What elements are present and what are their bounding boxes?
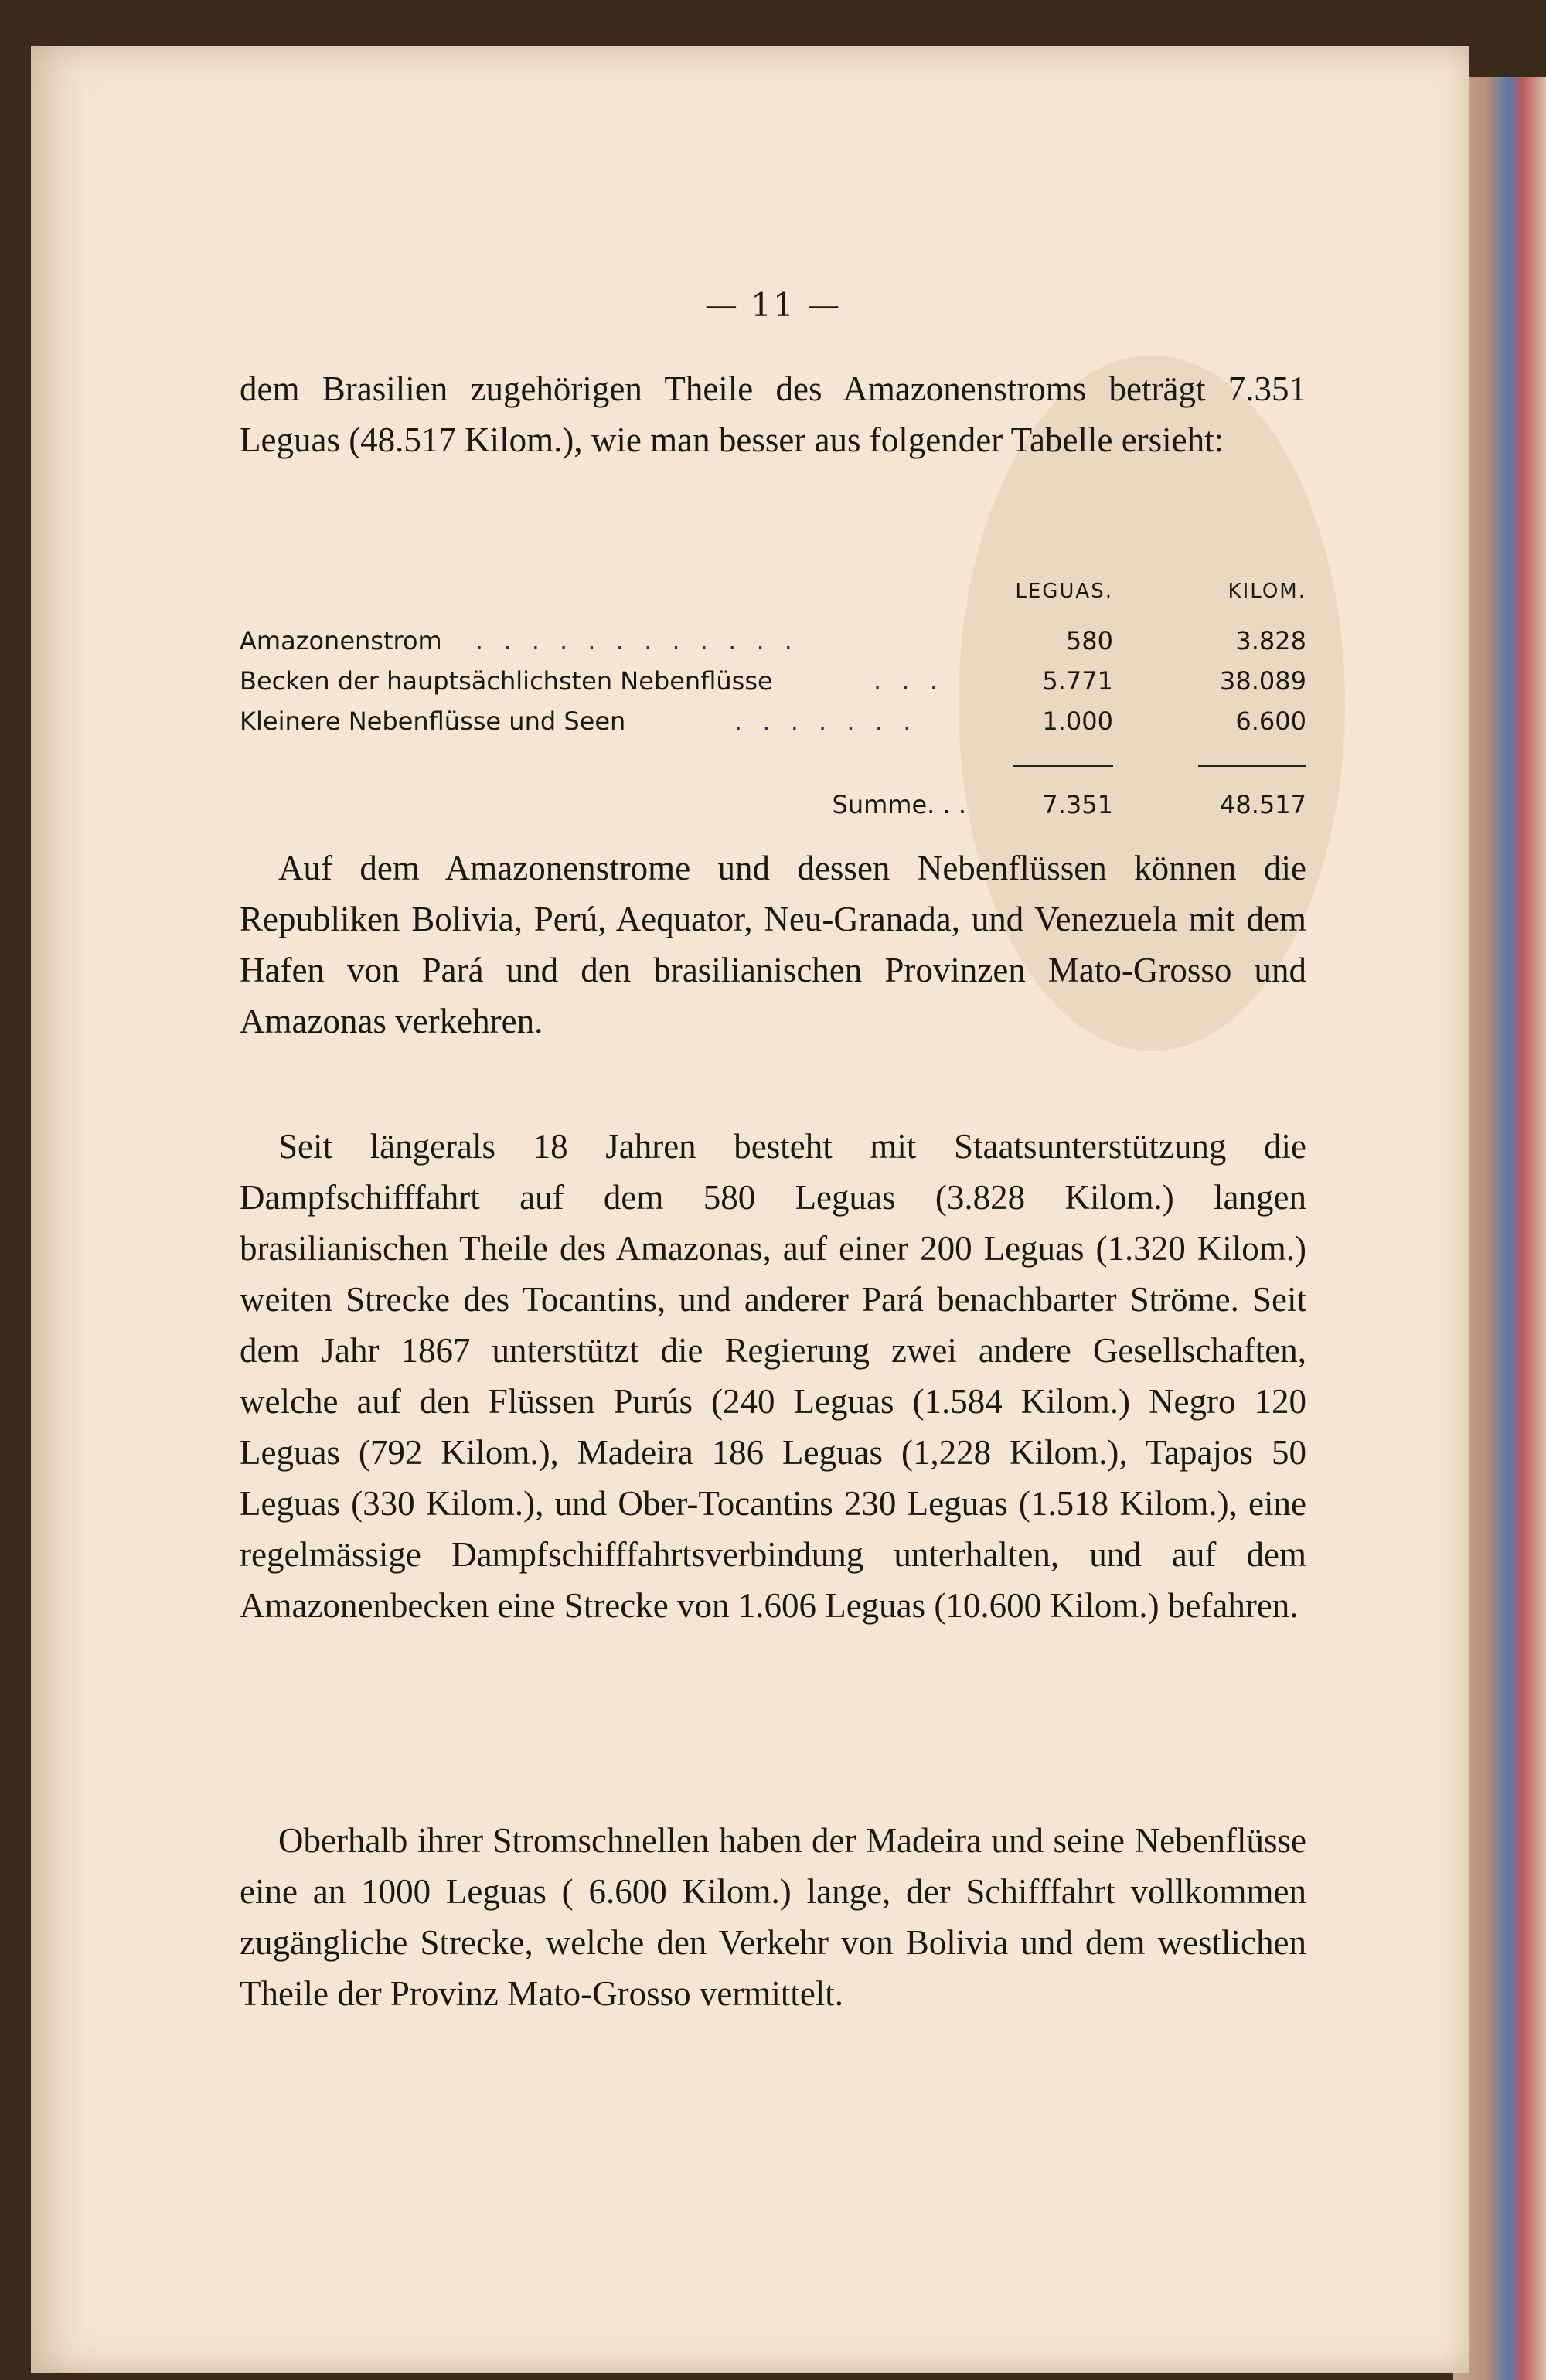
table-sum-row: [240, 790, 1306, 836]
row-leguas: 1.000: [1042, 707, 1113, 736]
sum-leguas: 7.351: [1042, 790, 1113, 819]
row-leader-dots: . . . . . . .: [734, 707, 918, 736]
sum-rule-kilom: [1198, 765, 1306, 767]
row-label: Kleinere Nebenflüsse und Seen: [240, 707, 626, 736]
row-kilom: 6.600: [1235, 707, 1306, 736]
sum-rule-leguas: [1013, 765, 1113, 767]
row-label: Becken der hauptsächlichsten Nebenflüsse: [240, 666, 773, 696]
column-header-kilom: KILOM.: [1228, 580, 1306, 603]
paragraph-steamship-history: Seit längerals 18 Jahren besteht mit Staatsunterstützung die Dampfschifffahrt auf dem 580 Leguas (3.828 Kilom.) langen brasilianischen Theile des Amazonas, auf einer 200 Leguas (1.320 Kilom.) weiten Strecke des Tocantins, und anderer Pará benachbarter Ströme. Seit dem Jahr 1867 unterstützt die Regierung zwei andere Gesellschaften, welche auf den Flüssen Purús (240 Leguas (1.584 Kilom.) Negro 120 Leguas (792 Kilom.), Madeira 186 Leguas (1,228 Kilom.), Tapajos 50 Leguas (330 Kilom.), und Ober-Tocantins 230 Leguas (1.518 Kilom.), eine regelmässige Dampfschifffahrtsverbindung unterhalten, und auf dem Amazonenbecken eine Strecke von 1.606 Leguas (10.600 Kilom.) befahren.: [240, 1127, 1306, 1625]
row-leguas: 5.771: [1042, 666, 1113, 696]
table-header: [240, 580, 1306, 626]
paragraph-navigation-countries: Auf dem Amazonenstrome und dessen Nebenflüssen können die Republiken Bolivia, Perú, Aequator, Neu-Granada, und Venezuela mit dem Hafen von Pará und den brasilianischen Provinzen Mato-Grosso und Amazonas verkehren.: [240, 849, 1306, 1040]
column-header-leguas: LEGUAS.: [1015, 580, 1113, 603]
sum-rule: [240, 765, 1306, 781]
page-number: — 11 —: [704, 286, 842, 324]
row-leader-dots: . . . . . . . . . . . .: [475, 626, 799, 655]
row-leguas: 580: [1065, 626, 1113, 655]
book-page: [31, 46, 1469, 2373]
table-row: [240, 666, 1306, 707]
paragraph-madeira: Oberhalb ihrer Stromschnellen haben der Madeira und seine Nebenflüsse eine an 1000 Leguas ( 6.600 Kilom.) lange, der Schifffahrt vollkommen zugängliche Strecke, welche den Verkehr von Bolivia und dem westlichen Theile der Provinz Mato-Grosso vermittelt.: [240, 1821, 1306, 2013]
intro-paragraph: dem Brasilien zugehörigen Theile des Amazonenstroms beträgt 7.351 Leguas (48.517 Kilom.), wie man besser aus folgender Tabelle ersieht:: [240, 369, 1306, 459]
table-row: [240, 626, 1306, 666]
row-kilom: 38.089: [1220, 666, 1306, 696]
table-row: [240, 707, 1306, 747]
river-length-table: [240, 580, 1306, 836]
row-kilom: 3.828: [1235, 626, 1306, 655]
row-leader-dots: . . .: [873, 666, 944, 696]
sum-kilom: 48.517: [1220, 790, 1306, 819]
sum-label: Summe. . .: [832, 790, 966, 819]
row-label: Amazonenstrom: [240, 626, 442, 655]
